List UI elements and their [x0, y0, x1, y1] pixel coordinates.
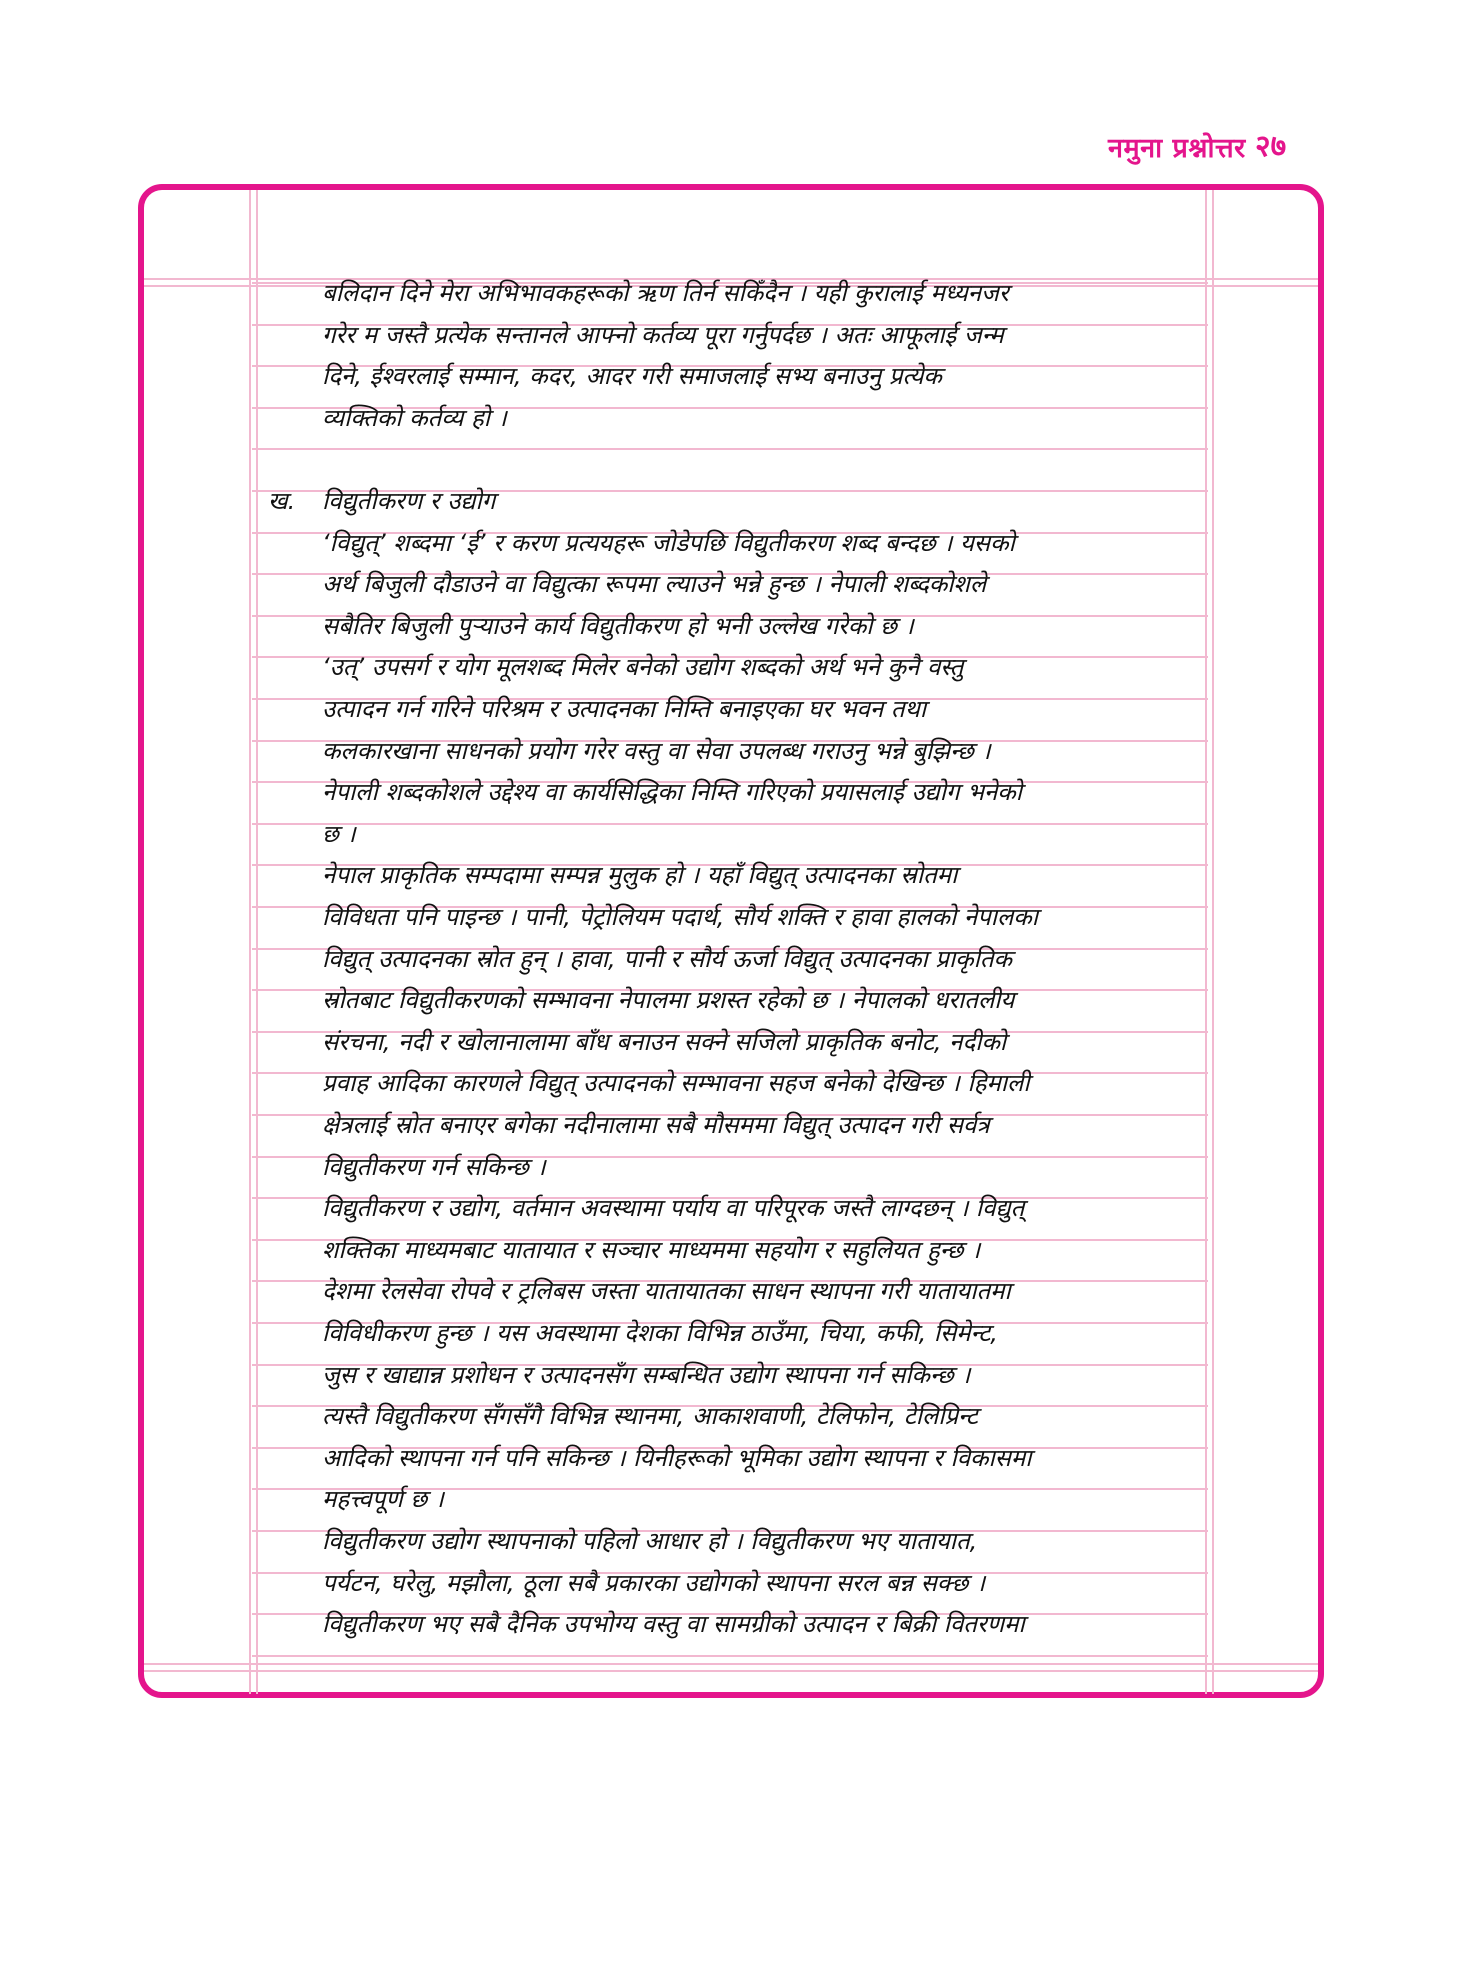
text-line: गरेर म जस्तै प्रत्येक सन्तानले आफ्नो कर्तव्य पूरा गर्नुपर्दछ । अतः आफूलाई जन्म: [322, 321, 1004, 349]
text-line: पर्यटन, घरेलु, मझौला, ठूला सबै प्रकारका उद्योगको स्थापना सरल बन्न सक्छ ।: [322, 1569, 986, 1597]
bottom-rule: [144, 1670, 1318, 1672]
ruled-line: [252, 448, 1208, 450]
text-line: क्षेत्रलाई स्रोत बनाएर बगेका नदीनालामा सबै मौसममा विद्युत् उत्पादन गरी सर्वत्र: [322, 1111, 990, 1139]
text-line: अर्थ बिजुली दौडाउने वा विद्युत्का रूपमा ल्याउने भन्ने हुन्छ । नेपाली शब्दकोशले: [322, 570, 987, 598]
left-margin-line: [256, 190, 258, 1694]
text-line: विद्युतीकरण गर्न सकिन्छ ।: [322, 1153, 546, 1181]
running-header-title: नमुना प्रश्नोत्तर: [1108, 133, 1246, 164]
text-line: ‘विद्युत्’ शब्दमा ‘ई’ र करण प्रत्ययहरू जोडेपछि विद्युतीकरण शब्द बन्दछ । यसको: [322, 529, 1015, 557]
text-line: बलिदान दिने मेरा अभिभावकहरूको ऋण तिर्न सकिँदैन । यही कुरालाई मध्यनजर: [322, 279, 1009, 307]
text-line: महत्त्वपूर्ण छ ।: [322, 1485, 444, 1513]
text-line: शक्तिका माध्यमबाट यातायात र सञ्चार माध्यममा सहयोग र सहुलियत हुन्छ ।: [322, 1236, 981, 1264]
text-line: देशमा रेलसेवा रोपवे र ट्रलिबस जस्ता यातायातका साधन स्थापना गरी यातायातमा: [322, 1277, 1011, 1305]
ruled-line: [252, 823, 1208, 825]
text-line: विद्युतीकरण उद्योग स्थापनाको पहिलो आधार हो । विद्युतीकरण भए यातायात,: [322, 1527, 978, 1555]
text-line: ‘उत्’ उपसर्ग र योग मूलशब्द मिलेर बनेको उद्योग शब्दको अर्थ भने कुनै वस्तु: [322, 653, 964, 681]
text-line: उत्पादन गर्न गरिने परिश्रम र उत्पादनका निम्ति बनाइएका घर भवन तथा: [322, 695, 927, 723]
text-line: नेपाली शब्दकोशले उद्देश्य वा कार्यसिद्धिका निम्ति गरिएको प्रयासलाई उद्योग भनेको: [322, 778, 1022, 806]
bottom-rule: [144, 1663, 1318, 1665]
text-line: त्यस्तै विद्युतीकरण सँगसँगै विभिन्न स्थानमा, आकाशवाणी, टेलिफोन, टेलिप्रिन्ट: [322, 1402, 978, 1430]
text-line: विद्युतीकरण र उद्योग, वर्तमान अवस्थामा पर्याय वा परिपूरक जस्तै लाग्दछन् । विद्युत्: [322, 1194, 1025, 1222]
text-line: विद्युतीकरण भए सबै दैनिक उपभोग्य वस्तु वा सामग्रीको उत्पादन र बिक्री वितरणमा: [322, 1610, 1025, 1638]
right-margin-line: [1212, 190, 1214, 1694]
left-margin-line: [249, 190, 251, 1694]
text-line: दिने, ईश्वरलाई सम्मान, कदर, आदर गरी समाजलाई सभ्य बनाउनु प्रत्येक: [322, 362, 942, 390]
text-line: संरचना, नदी र खोलानालामा बाँध बनाउन सक्ने सजिलो प्राकृतिक बनोट, नदीको: [322, 1028, 1007, 1056]
text-line: विविधता पनि पाइन्छ । पानी, पेट्रोलियम पदार्थ, सौर्य शक्ति र हावा हालको नेपालका: [322, 903, 1038, 931]
text-line: नेपाल प्राकृतिक सम्पदामा सम्पन्न मुलुक हो । यहाँ विद्युत् उत्पादनका स्रोतमा: [322, 861, 958, 889]
text-line: कलकारखाना साधनको प्रयोग गरेर वस्तु वा सेवा उपलब्ध गराउनु भन्ने बुझिन्छ ।: [322, 737, 991, 765]
text-line: सबैतिर बिजुली पुऱ्याउने कार्य विद्युतीकरण हो भनी उल्लेख गरेको छ ।: [322, 612, 914, 640]
text-line: छ ।: [322, 820, 356, 848]
text-line: प्रवाह आदिका कारणले विद्युत् उत्पादनको सम्भावना सहज बनेको देखिन्छ । हिमाली: [322, 1069, 1030, 1097]
text-line: स्रोतबाट विद्युतीकरणको सम्भावना नेपालमा प्रशस्त रहेको छ । नेपालको धरातलीय: [322, 986, 1015, 1014]
ruled-line: [252, 1655, 1208, 1657]
right-margin-line: [1205, 190, 1207, 1694]
text-line: विविधीकरण हुन्छ । यस अवस्थामा देशका विभिन्न ठाउँमा, चिया, कफी, सिमेन्ट,: [322, 1319, 998, 1347]
section-heading: विद्युतीकरण र उद्योग: [322, 487, 496, 515]
text-line: व्यक्तिको कर्तव्य हो ।: [322, 404, 507, 432]
text-line: आदिको स्थापना गर्न पनि सकिन्छ । यिनीहरूको भूमिका उद्योग स्थापना र विकासमा: [322, 1444, 1032, 1472]
page-number: २७: [1255, 129, 1287, 164]
text-line: जुस र खाद्यान्न प्रशोधन र उत्पादनसँग सम्बन्धित उद्योग स्थापना गर्न सकिन्छ ।: [322, 1361, 971, 1389]
section-marker: ख.: [268, 487, 296, 515]
text-line: विद्युत् उत्पादनका स्रोत हुन् । हावा, पानी र सौर्य ऊर्जा विद्युत् उत्पादनका प्राकृतिक: [322, 945, 1012, 973]
